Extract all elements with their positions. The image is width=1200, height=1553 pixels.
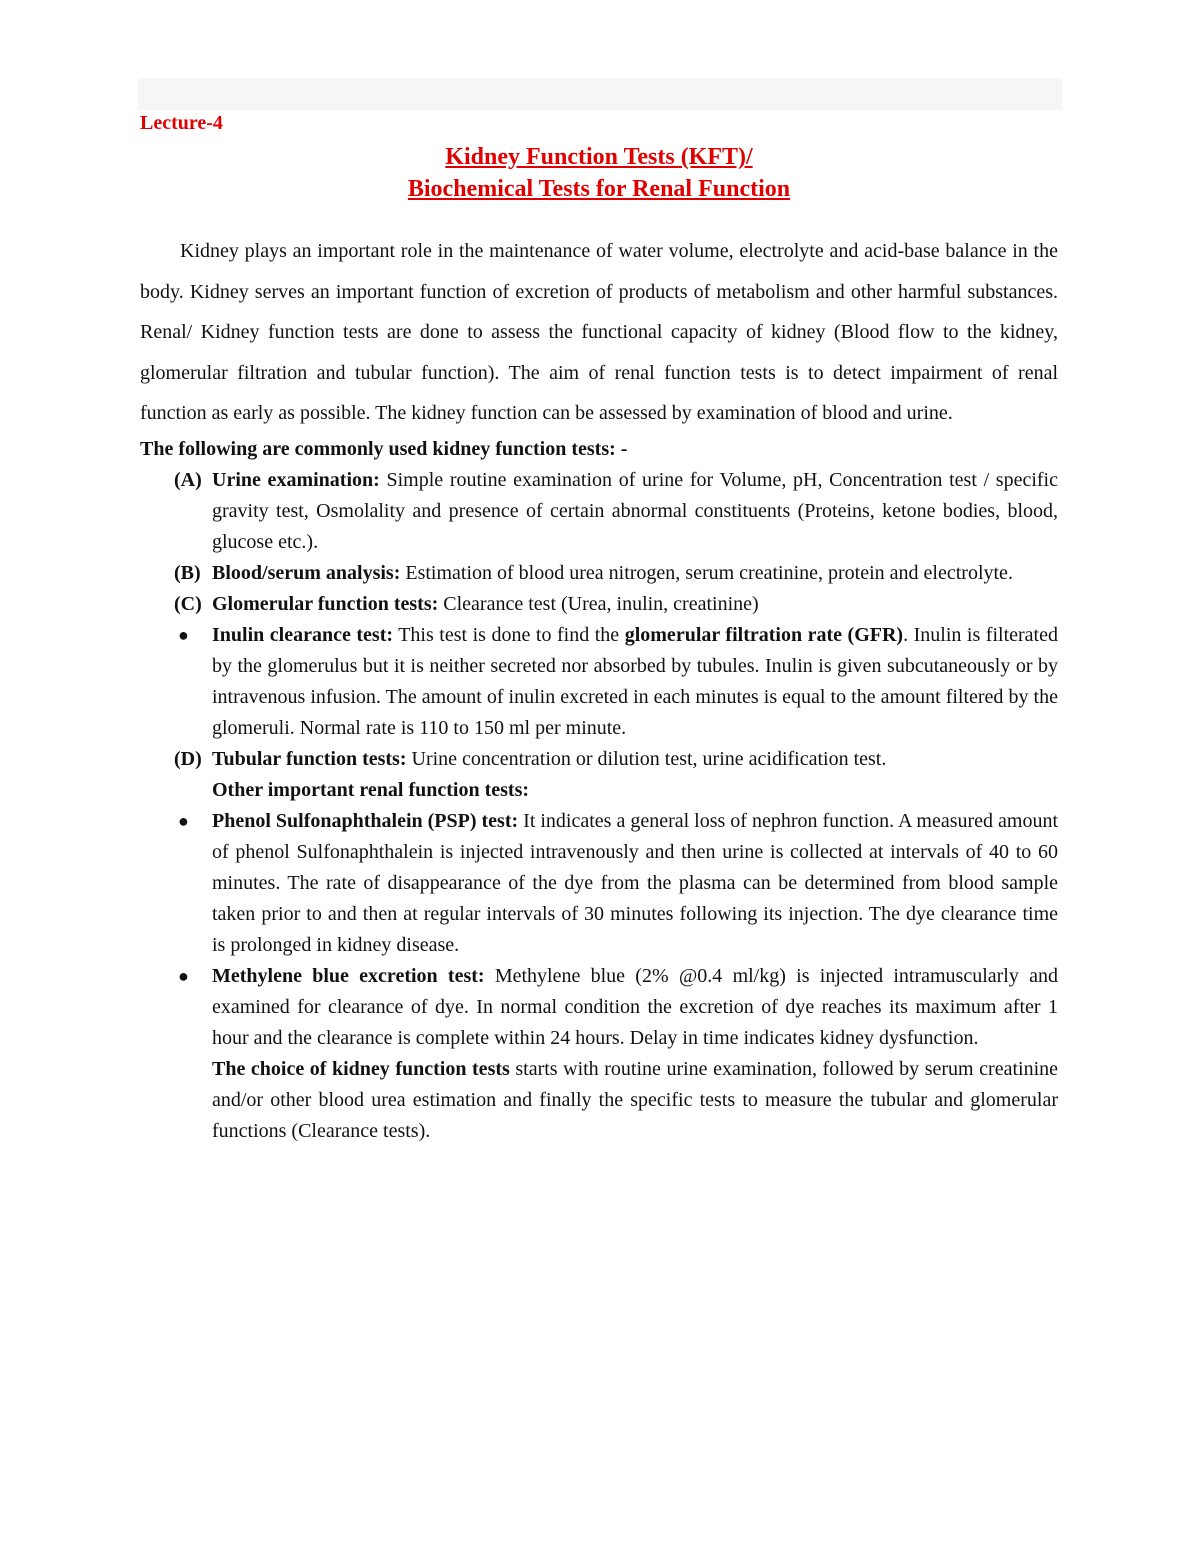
choice-text: starts with routine urine examination, followed by serum creatinine and/or other blood urea estimation and finally the specific tests to measure the tubular and glomerular functions (Clearance tests). — [212, 1057, 1059, 1142]
item-text: This test is done to find the — [393, 623, 625, 646]
item-marker: (D) — [174, 747, 202, 770]
item-marker: (B) — [174, 561, 201, 584]
other-tests-heading-text: Other important renal function tests: — [212, 778, 530, 801]
item-blood-serum-analysis — [140, 558, 1058, 589]
item-urine-examination — [140, 465, 1058, 558]
lecture-label: Lecture-4 — [140, 112, 223, 134]
other-tests-heading — [140, 775, 1058, 806]
item-methylene-blue-test — [140, 961, 1058, 1054]
intro-paragraph: Kidney plays an important role in the maintenance of water volume, electrolyte and acid-base balance in the body. Kidney serves an important function of excretion of products of metabolism and other harmful substances. Renal/ Kidney function tests are done to assess the functional capacity of kidney (Blood flow to the kidney, glomerular filtration and tubular function). The aim of renal function tests is to detect impairment of renal function as early as possible. The kidney function can be assessed by examination of blood and urine. — [140, 240, 1058, 424]
bullet-icon: ● — [178, 624, 189, 645]
item-marker: (C) — [174, 592, 202, 615]
item-psp-test — [140, 806, 1058, 961]
page-title — [140, 141, 1058, 205]
item-marker: (A) — [174, 468, 202, 491]
item-label: Glomerular function tests: — [212, 592, 439, 615]
item-inulin-clearance — [140, 620, 1058, 744]
choice-paragraph — [140, 1054, 1058, 1147]
choice-label: The choice of kidney function tests — [212, 1057, 510, 1080]
item-label: Tubular function tests: — [212, 747, 407, 770]
item-tubular-function-tests — [140, 744, 1058, 775]
item-label: Blood/serum analysis: — [212, 561, 401, 584]
item-text: Methylene blue (2% @0.4 ml/kg) is injected intramuscularly and examined for clearance of dye. In normal condition the excretion of dye reaches its maximum after 1 hour and the clearance is complete within 24 hours. Delay in time indicates kidney dysfunction. — [212, 964, 1058, 1049]
title-line-1: Kidney Function Tests (KFT)/ — [445, 144, 753, 170]
bullet-icon: ● — [178, 965, 189, 986]
item-text: It indicates a general loss of nephron function. A measured amount of phenol Sulfonaphthalein is injected intravenously and then urine is collected at intervals of 40 to 60 minutes. The rate of disappearance of the dye from the plasma can be determined from blood sample taken prior to and then at regular intervals of 30 minutes following its injection. The dye clearance time is prolonged in kidney disease. — [212, 809, 1059, 956]
bullet-icon: ● — [178, 810, 189, 831]
item-label: Methylene blue excretion test: — [212, 964, 485, 987]
item-label: Inulin clearance test: — [212, 623, 394, 646]
tests-heading: The following are commonly used kidney function tests: - — [140, 437, 628, 460]
document-page — [140, 112, 1058, 1147]
header-band — [138, 78, 1062, 110]
item-text: Clearance test (Urea, inulin, creatinine) — [438, 592, 759, 615]
item-text: Urine concentration or dilution test, urine acidification test. — [406, 747, 887, 770]
item-label: Phenol Sulfonaphthalein (PSP) test: — [212, 809, 519, 832]
item-text: Estimation of blood urea nitrogen, serum creatinine, protein and electrolyte. — [400, 561, 1013, 584]
item-glomerular-function-tests — [140, 589, 1058, 620]
item-text: Simple routine examination of urine for Volume, pH, Concentration test / specific gravity test, Osmolality and presence of certain abnormal constituents (Proteins, ketone bodies, blood, glucose etc.). — [212, 468, 1058, 553]
item-bold-term: glomerular filtration rate (GFR) — [624, 623, 904, 646]
item-label: Urine examination: — [212, 468, 380, 491]
title-line-2: Biochemical Tests for Renal Function — [407, 176, 791, 202]
item-text-continued: . Inulin is filterated by the glomerulus but it is neither secreted nor absorbed by tubules. Inulin is given subcutaneously or by intravenous infusion. The amount of inulin excreted in each minutes is equal to the amount filtered by the glomeruli. Normal rate is 110 to 150 ml per minute. — [212, 623, 1058, 739]
